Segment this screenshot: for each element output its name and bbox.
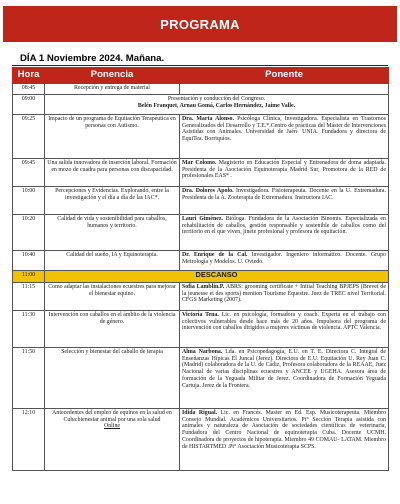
- ponencia-cell: Una salida innovadora de inserción laboral. Formación en mozo de cuadra para personas con discapacidad.: [45, 159, 180, 187]
- header-ponente: Ponente: [180, 68, 389, 84]
- speaker-bio: Lda. en Psicopedagogía, E.U. en T. E. Directora C. Integral de Enseñanzas Hípicas El Juncal (Jerez). Directora de E.U. Equitación U. Rey Juan C. (Madrid) colaboradora de la U. de Cádiz, Profesora colaboradora de la REAAE, Juez Nacional de varias disciplinas ecuestres y ANCEE y UGEHA. Asesora área de formación de la Yeguada Militar de Jerez. Coordinadora de Formación Yeguada Cartuja. Jerez de la Frontera.: [182, 349, 386, 389]
- speaker-name: Victoria Tena.: [182, 312, 219, 318]
- hour-cell: 10:20: [13, 215, 45, 251]
- table-row: [13, 348, 389, 409]
- speaker-name: Dra. Marta Alonso.: [182, 116, 234, 122]
- speaker-bio: Magisterio en Educación Especial y Entrenadora de doma adaptada. Presidenta de la Asociación Equinoterapia Madrid Sur, Promotora de la RED de profesionales EAS* .: [182, 160, 387, 180]
- ponencia-title: Antecedentes del empleo de equinos en la salud en Cuba:bienestar animal por una sola salud: [52, 410, 172, 423]
- speaker-name: Lauri Giménez.: [182, 216, 223, 222]
- break-row: [13, 271, 389, 283]
- speaker-bio: ABRS: grooming certificate + Initial Teaching BPJEPS (Brevet de la jeunesse et des sports) mention Tourisme Équestre. Juez de TREC nivel Territorial. CFGS Marketing (2007).: [182, 284, 386, 304]
- speaker-name: Idida Rigual.: [182, 410, 218, 416]
- presentation-cell: [45, 95, 389, 115]
- program-banner: [3, 6, 397, 42]
- ponente-cell: [180, 115, 389, 159]
- ponente-cell: [180, 283, 389, 311]
- speaker-bio: Lic. en psicología, formadora y coach. Experta en el trabajo con colectivos vulnerables desde hace más de 20 años. Impulsora del programa de intervención con caballos dirigidos a mujeres víctimas de violencia. APTC Valencia.: [182, 312, 387, 332]
- program-table: [12, 67, 389, 471]
- ponencia-cell: Calidad del sueño, IA y Equinoterapia.: [45, 251, 180, 271]
- hour-cell: 12:10: [13, 409, 45, 471]
- break-label: DESCANSO: [45, 271, 389, 283]
- ponente-cell: [180, 251, 389, 271]
- speaker-bio: Lic. en Francés. Master en Ed. Esp. Musicoterapeuta. Miembro Consejo Mundial. Académicos Universitarios. Pt° Sección Terapia asistida con animales y naturaleza de Asociación de sociedades científicas de veterinaria, Fundadora del Centro Nacional de equinoterapia Cuba. Docente UCMH. Coordinadora de proyectos de hipoterapia. Miembro 49 COMAU- LATAM. Miembro de HISTARTMED .Pt° Asociación Musicoterapia SCPS.: [182, 410, 386, 450]
- table-row: [13, 215, 389, 251]
- speaker-bio: Psicóloga Clínica, Investigadora. Especialista en Trastornos Generalizados del Desarrollo y T.E.*.Centro de prácticas del Máster de Intervenciones Asistidas con Animales. Universidad de Jaén· UNIA. Fundadora y directora de EquiTea. Borriquíos.: [182, 116, 386, 143]
- ponencia-cell: Percepciones y Evidencias. Explorando, entre la investigación y el día a día de las IAC*.: [45, 187, 180, 215]
- speaker-name: Dra. Dolores Apolo.: [182, 188, 234, 194]
- hour-cell: 11:50: [13, 348, 45, 409]
- hour-cell: 09:00: [13, 95, 45, 115]
- hour-cell: 11:00: [13, 271, 45, 283]
- table-row: [13, 251, 389, 271]
- day-title-rule: [12, 65, 388, 66]
- hour-cell: 10:40: [13, 251, 45, 271]
- table-row: [13, 159, 389, 187]
- hour-cell: 11:15: [13, 283, 45, 311]
- table-header-row: [13, 68, 389, 84]
- table-row: [13, 283, 389, 311]
- table-row: [13, 311, 389, 348]
- hour-cell: 09:45: [13, 159, 45, 187]
- ponente-cell: [180, 84, 389, 95]
- speaker-name: Dr. Enrique de la Cal.: [182, 252, 248, 258]
- day-title: DÍA 1 Noviembre 2024. Mañana.: [20, 53, 165, 64]
- table-row: [13, 187, 389, 215]
- table-row: [13, 409, 389, 471]
- hour-cell: 11:30: [13, 311, 45, 348]
- speaker-bio: Investigadora. Fisioterapeuta. Docente en la U. Extremadura. Presidenta de la A. Zooterapia de Extremadura. Instructora IAC.: [182, 188, 386, 201]
- speaker-name: Sofia Lamblin.P.: [182, 284, 225, 290]
- ponencia-cell: Calidad de vida y sostenibilidad para caballos, humanos y territorio.: [45, 215, 180, 251]
- ponente-cell: [180, 409, 389, 471]
- ponente-cell: [180, 187, 389, 215]
- ponente-cell: [180, 348, 389, 409]
- banner-title: PROGRAMA: [160, 16, 240, 32]
- presentation-line: Presentación y conducción del Congreso.: [167, 96, 266, 102]
- table-row: [13, 115, 389, 159]
- header-ponencia: Ponencia: [45, 68, 180, 84]
- ponencia-cell: Selección y bienestar del caballo de terapia: [45, 348, 180, 409]
- ponencia-cell: Intervención con caballos en el ámbito de la violencia de género.: [45, 311, 180, 348]
- speaker-bio: Investigador. Ingeniero informático. Docente. Grupo Metrología y Modelos. U. Oviedo.: [182, 252, 386, 265]
- table-row: [13, 95, 389, 115]
- ponente-cell: [180, 159, 389, 187]
- ponencia-cell: Impacto de un programa de Equitación Terapéutica en personas con Autismo.: [45, 115, 180, 159]
- ponente-cell: [180, 311, 389, 348]
- hour-cell: 09:25: [13, 115, 45, 159]
- speaker-bio: Bióloga. Fundadora de la Asociación Binomis. Especializada en rehabilitación de caballos, gestión responsable y sostenible de caballos como del territorio en el que viven, jinete profesional y profesora de equitación.: [182, 216, 386, 236]
- hour-cell: 10:00: [13, 187, 45, 215]
- speaker-name: Alma Narbona.: [182, 349, 223, 355]
- ponente-cell: [180, 215, 389, 251]
- ponencia-cell: Como adaptar las instalaciones ecuestres para mejorar el bienestar equino.: [45, 283, 180, 311]
- ponencia-cell: Recepción y entrega de material: [45, 84, 180, 95]
- online-label: Online: [103, 423, 121, 430]
- ponencia-cell: [45, 409, 180, 471]
- header-hora: Hora: [13, 68, 45, 84]
- presenters-line: Belén Franquet, Arnau Gomá, Carlos Hernández, Jaime Valle.: [137, 102, 296, 109]
- table-row: [13, 84, 389, 95]
- hour-cell: 08:45: [13, 84, 45, 95]
- speaker-name: Mar Colomo.: [182, 160, 217, 166]
